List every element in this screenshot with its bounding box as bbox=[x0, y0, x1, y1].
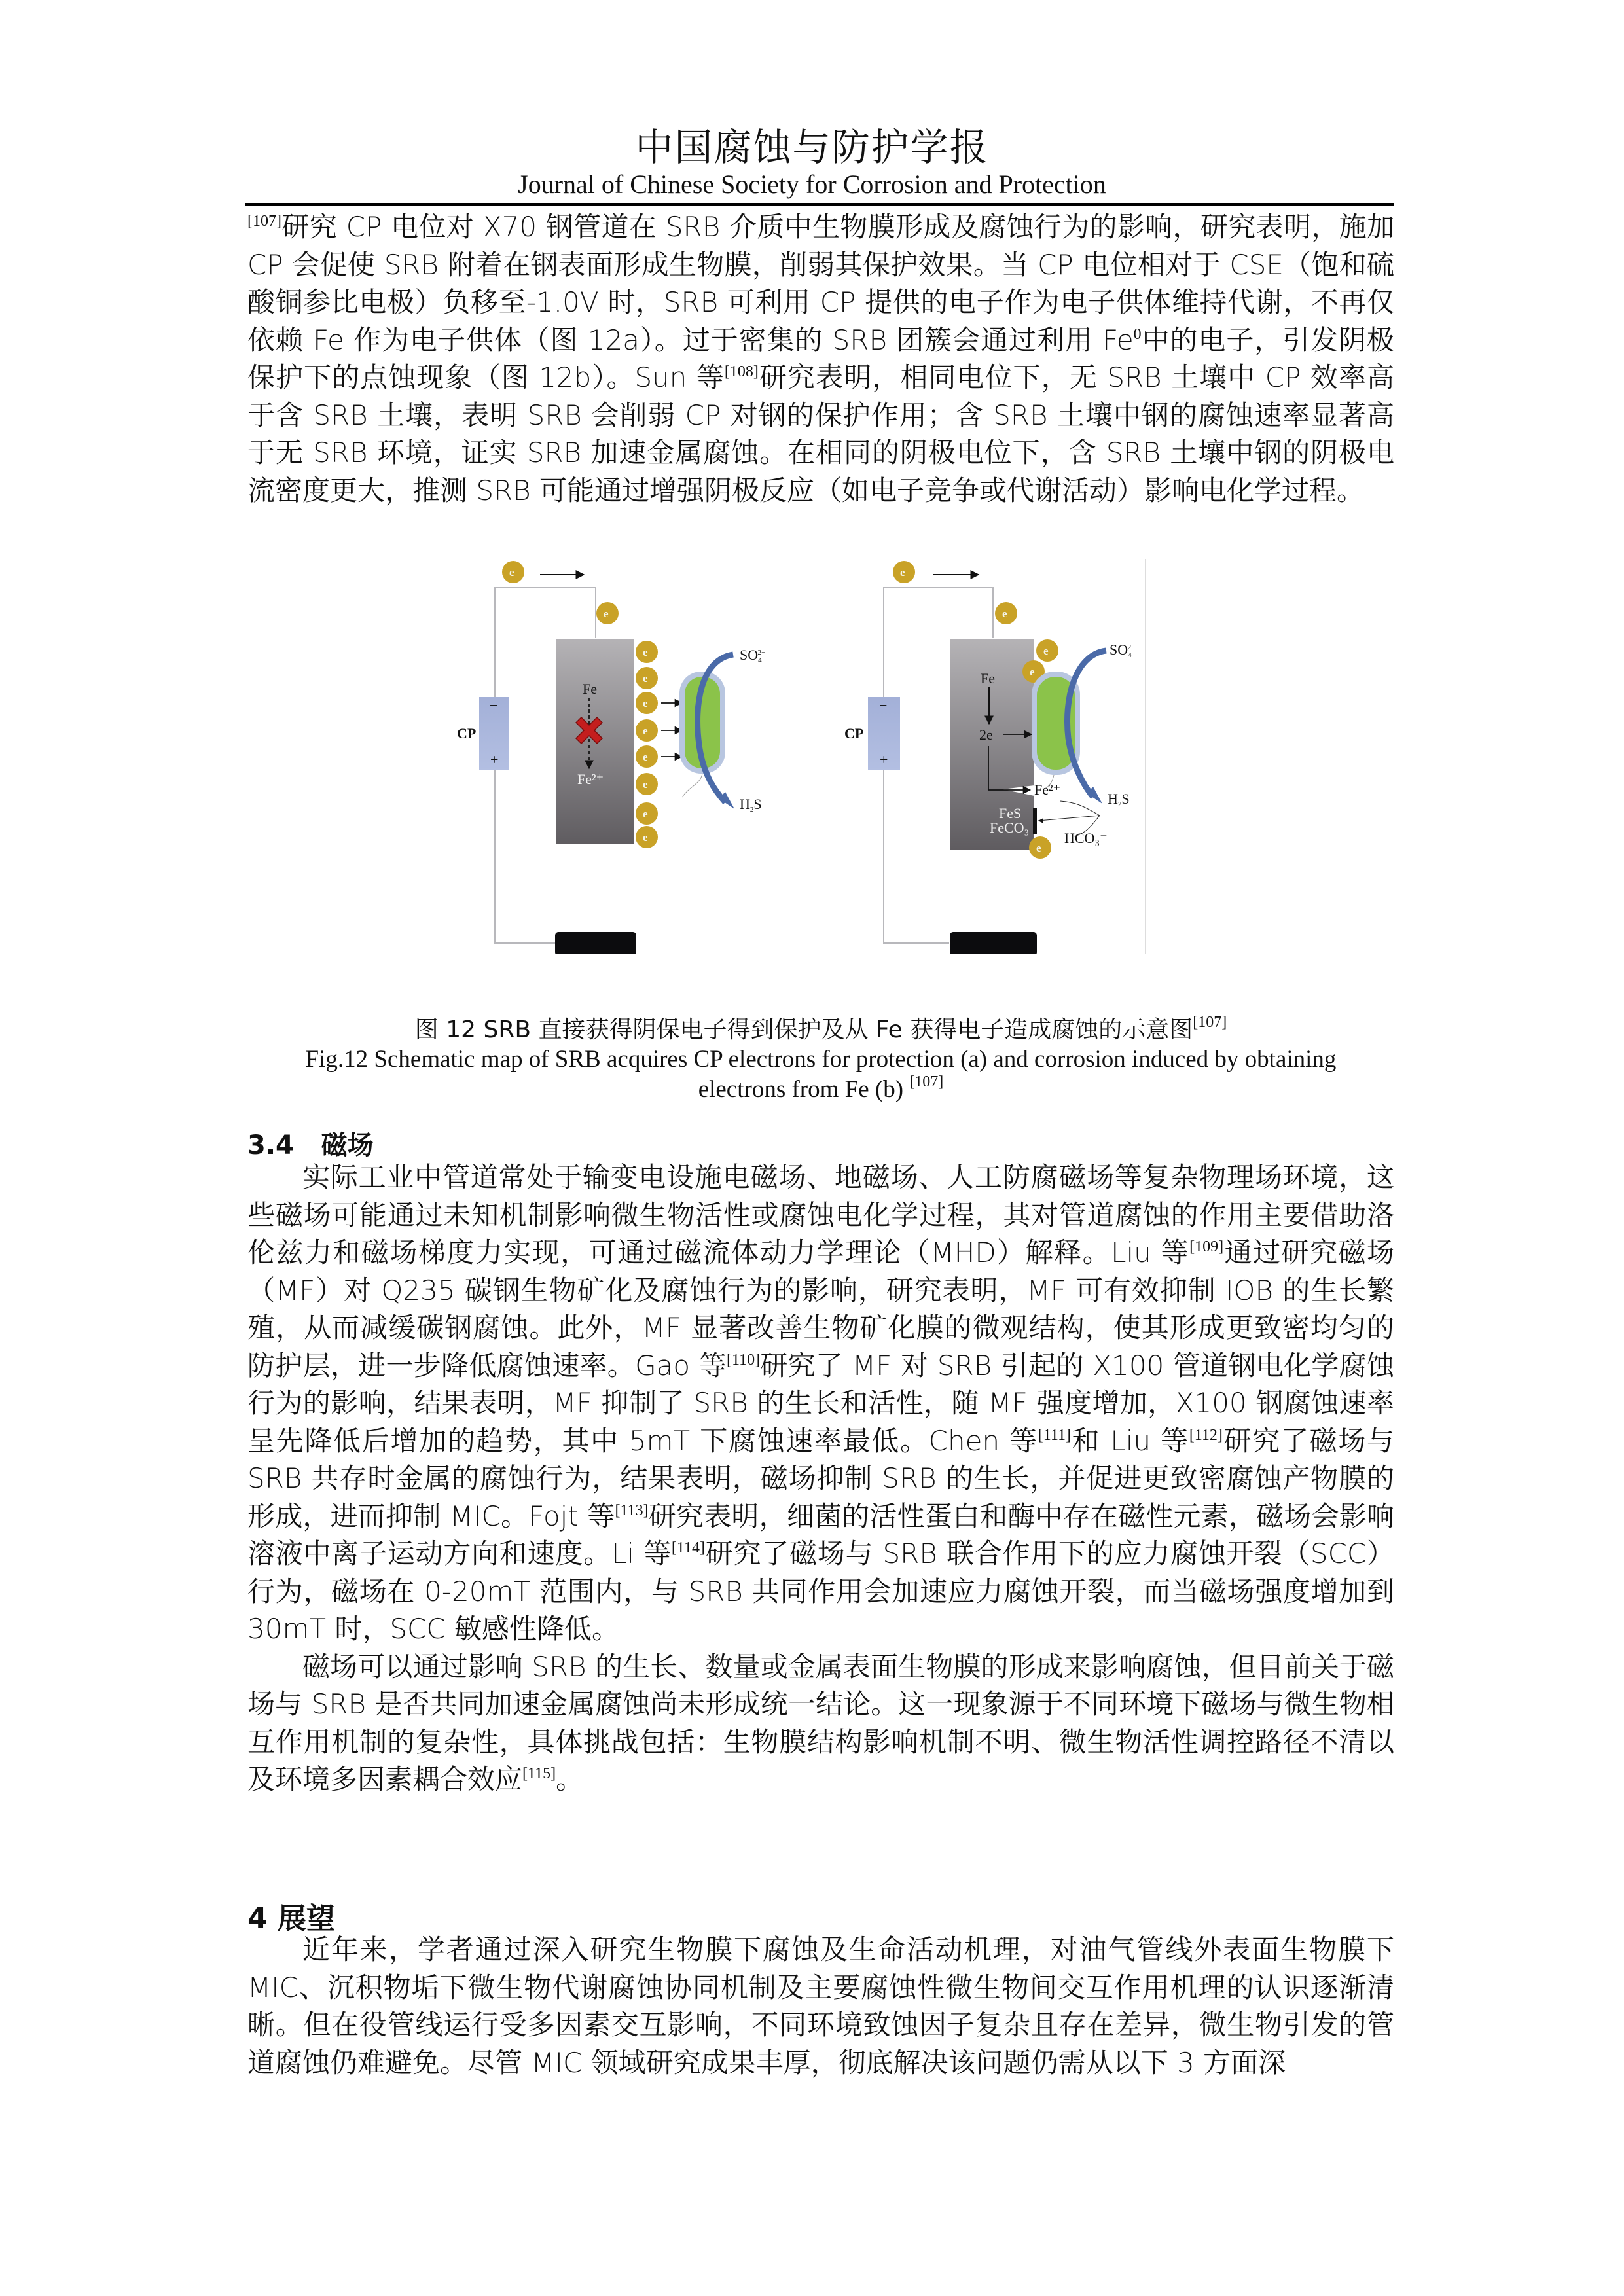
h2s-label: H2S bbox=[1108, 791, 1130, 808]
anode-block bbox=[555, 932, 636, 954]
citation-113: [113] bbox=[615, 1501, 649, 1519]
electron-label: e bbox=[643, 808, 648, 820]
battery-plus: + bbox=[880, 751, 888, 768]
figure-12-schematic bbox=[445, 548, 1191, 954]
circuit-wire bbox=[495, 770, 555, 943]
battery-plus: + bbox=[490, 751, 499, 768]
journal-title-cn: 中国腐蚀与防护学报 bbox=[635, 125, 989, 170]
citation-109: [109] bbox=[1189, 1238, 1224, 1255]
paragraph-text: 研究了磁场与 SRB 联合作用下的应力腐蚀开裂（SCC）行为，磁场在 0-20mT 范围内，与 SRB 共同作用会加速应力腐蚀开裂，而当磁场强度增加到 30mT 时，SCC 敏感性降低。 bbox=[247, 1537, 1395, 1645]
citation-112: [112] bbox=[1189, 1426, 1223, 1444]
feco3-label: FeCO₃ bbox=[990, 819, 1030, 836]
section-heading-3-4 bbox=[247, 1124, 374, 1162]
paragraph-magnetic-field bbox=[247, 1158, 1394, 1648]
paragraph-text: 研究了磁场与 SRB 共存时金属的腐蚀行为，结果表明，磁场抑制 SRB 的生长，并促进更致密腐蚀产物膜的形成，进而抑制 MIC。Fojt 等 bbox=[247, 1424, 1394, 1532]
so4-label: SO42− bbox=[740, 647, 766, 664]
paragraph-outlook: 近年来，学者通过深入研究生物膜下腐蚀及生命活动机理，对油气管线外表面生物膜下 MIC、沉积物垢下微生物代谢腐蚀协同机制及主要腐蚀性微生物间交互作用机理的认识逐渐清晰。但在役管线运行受多因素交互影响，不同环境致蚀因子复杂且存在差异，微生物引发的管道腐蚀仍难避免。尽管 MIC 领域研究成果丰厚，彻底解决该问题仍需从以下 3 方面深 bbox=[247, 1933, 1394, 2079]
citation-107: [107] bbox=[1193, 1014, 1227, 1031]
fe2-label: Fe²⁺ bbox=[577, 771, 604, 787]
citation-107: [107] bbox=[247, 213, 281, 230]
paragraph-text: 实际工业中管道常处于输变电设施电磁场、地磁场、人工防腐磁场等复杂物理场环境，这些磁场可能通过未知机制影响微生物活性或腐蚀电化学过程，其对管道腐蚀的作用主要借助洛伦兹力和磁场梯度力实现，可通过磁流体动力学理论（MHD）解释。Liu 等 bbox=[247, 1161, 1394, 1268]
citation-107: [107] bbox=[909, 1073, 944, 1090]
electron-label: e bbox=[509, 566, 514, 579]
citation-115: [115] bbox=[522, 1765, 556, 1782]
corrosion-product-film bbox=[1033, 808, 1037, 834]
citation-110: [110] bbox=[727, 1351, 761, 1369]
paragraph-text: 磁场可以通过影响 SRB 的生长、数量或金属表面生物膜的形成来影响腐蚀，但目前关于磁场与 SRB 是否共同加速金属腐蚀尚未形成统一结论。这一现象源于不同环境下磁场与微生物相互作用机制的复杂性，具体挑战包括：生物膜结构影响机制不明、微生物活性调控路径不清以及环境多因素耦合效应 bbox=[247, 1650, 1394, 1795]
electron-label: e bbox=[643, 697, 648, 709]
electron-label: e bbox=[643, 778, 648, 791]
citation-111: [111] bbox=[1038, 1426, 1071, 1444]
section-number: 3.4 bbox=[247, 1130, 294, 1160]
h2s-label: H2S bbox=[740, 796, 762, 814]
section-title: 展望 bbox=[277, 1902, 335, 1935]
electron-label: e bbox=[643, 646, 648, 658]
electron-label: e bbox=[643, 725, 648, 737]
flagellum bbox=[682, 774, 702, 797]
two-e-label: 2e bbox=[979, 726, 993, 743]
paragraph-text: 。 bbox=[556, 1763, 584, 1795]
battery-minus: − bbox=[879, 697, 888, 713]
paragraph-text: 研究 CP 电位对 X70 钢管道在 SRB 介质中生物膜形成及腐蚀行为的影响，研究表明，施加 CP 会促使 SRB 附着在钢表面形成生物膜，削弱其保护效果。当 CP 电位相对于 CSE（饱和硫酸铜参比电极）负移至-1.0V 时，SRB 可利用 CP 提供的电子作为电子供体维持代谢，不再仅依赖 Fe 作为电子供体（图 12a）。过于密集的 SRB 团簇会通过利用 Fe bbox=[247, 211, 1394, 356]
cp-label: CP bbox=[844, 725, 864, 742]
electron-label: e bbox=[643, 751, 648, 763]
journal-title-en: Journal of Chinese Society for Corrosion and Protection bbox=[518, 170, 1106, 199]
fe2-label: Fe²⁺ bbox=[1034, 781, 1061, 798]
cp-label: CP bbox=[457, 725, 477, 742]
paragraph-magnetic-field-summary bbox=[247, 1648, 1394, 1799]
section-4-body bbox=[247, 1931, 1394, 2081]
paragraph-text: 研究表明，细菌的活性蛋白和酶中存在磁性元素，磁场会影响溶液中离子运动方向和速度。Li 等 bbox=[247, 1499, 1394, 1570]
circuit-wire bbox=[884, 770, 949, 943]
electron-label: e bbox=[643, 672, 648, 685]
citation-108: [108] bbox=[724, 363, 759, 380]
paragraph-text: 和 Liu 等 bbox=[1071, 1424, 1189, 1457]
paragraph-text: 研究表明，相同电位下，无 SRB 土壤中 CP 效率高于含 SRB 土壤，表明 SRB 会削弱 CP 对钢的保护作用；含 SRB 土壤中钢的腐蚀速率显著高于无 SRB 环境，证实 SRB 加速金属腐蚀。在相同的阴极电位下，含 SRB 土壤中钢的阴极电流密度更大，推测 SRB 可能通过增强阴极反应（如电子竞争或代谢活动）影响电化学过程。 bbox=[247, 361, 1394, 507]
section-number: 4 bbox=[247, 1902, 268, 1935]
electron-label: e bbox=[643, 831, 648, 844]
so4-label: SO42− bbox=[1110, 641, 1136, 659]
citation-114: [114] bbox=[671, 1539, 706, 1556]
section-title: 磁场 bbox=[321, 1130, 374, 1160]
hco3-label: HCO₃⁻ bbox=[1064, 830, 1108, 846]
electron-label: e bbox=[1043, 645, 1049, 657]
battery-minus: − bbox=[490, 697, 498, 713]
fe-label: Fe bbox=[981, 670, 995, 687]
caption-text-en-line1: Fig.12 Schematic map of SRB acquires CP electrons for protection (a) and corrosion induced by obtaining bbox=[305, 1046, 1337, 1073]
header-rule bbox=[245, 203, 1394, 206]
figure-caption-cn bbox=[247, 1011, 1394, 1045]
electron-label: e bbox=[604, 607, 609, 620]
fes-label: FeS bbox=[999, 805, 1022, 821]
paragraph-text: 研究了 MF 对 SRB 引起的 X100 管道钢电化学腐蚀行为的影响，结果表明，MF 抑制了 SRB 的生长和活性，随 MF 强度增加，X100 钢腐蚀速率呈先降低后增加的趋势，其中 5mT 下腐蚀速率最低。Chen 等 bbox=[247, 1349, 1394, 1457]
electron-label: e bbox=[1030, 666, 1035, 678]
panel-a bbox=[457, 561, 765, 954]
electron-label: e bbox=[1002, 607, 1007, 620]
paragraph-text: 中的电子，引发阴极保护下的点蚀现象（图 12b）。Sun 等 bbox=[247, 323, 1394, 393]
fe-label: Fe bbox=[583, 681, 597, 697]
figure-caption-en bbox=[247, 1045, 1394, 1105]
electron-label: e bbox=[1036, 842, 1041, 854]
electron-label: e bbox=[900, 566, 905, 579]
panel-b bbox=[844, 559, 1146, 954]
paragraph-text: 通过研究磁场（MF）对 Q235 碳钢生物矿化及腐蚀行为的影响，研究表明，MF 可有效抑制 IOB 的生长繁殖，从而减缓碳钢腐蚀。此外，MF 显著改善生物矿化膜的微观结构，使其形成更致密均匀的防护层，进一步降低腐蚀速率。Gao 等 bbox=[247, 1236, 1394, 1382]
paragraph-cp-srb bbox=[247, 208, 1394, 509]
superscript-zero: 0 bbox=[1133, 325, 1142, 343]
section-3-4-body bbox=[247, 1158, 1394, 1799]
caption-text-cn: 图 12 SRB 直接获得阴保电子得到保护及从 Fe 获得电子造成腐蚀的示意图 bbox=[414, 1016, 1193, 1043]
caption-text-en-line2: electrons from Fe (b) bbox=[698, 1076, 910, 1103]
anode-block bbox=[950, 932, 1037, 954]
